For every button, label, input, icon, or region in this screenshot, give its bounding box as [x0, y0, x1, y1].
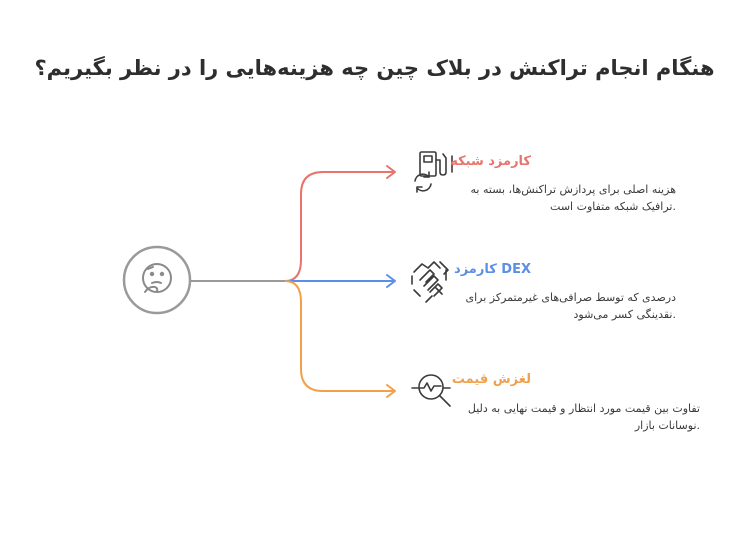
description-line: درصدی که توسط صرافی‌های غیرمتمرکز برای	[465, 291, 676, 304]
branch-description-slippage	[458, 400, 700, 434]
branch-description-dex-fee	[436, 289, 676, 323]
description-line: .نوسانات بازار	[634, 419, 700, 432]
branch-heading-slippage: لغزش قیمت	[451, 372, 531, 387]
description-line: .نقدینگی کسر می‌شود	[573, 308, 676, 321]
branch-description-network-fee	[436, 181, 676, 215]
branch-heading-dex-fee: DEX کارمزد	[454, 262, 531, 277]
page-title: هنگام انجام تراکنش در بلاک چین چه هزینه‌هایی را در نظر بگیریم؟	[34, 56, 715, 80]
thinking-face-icon	[124, 247, 190, 313]
branch-heading-network-fee: کارمزد شبکه	[450, 154, 531, 169]
connector-top	[285, 172, 393, 281]
description-line: هزینه اصلی برای پردازش تراکنش‌ها، بسته به	[470, 183, 676, 196]
description-line: تفاوت بین قیمت مورد انتظار و قیمت نهایی به دلیل	[467, 402, 700, 415]
magnifier-chart-icon	[412, 375, 450, 406]
connector-bottom	[285, 281, 393, 391]
description-line: .ترافیک شبکه متفاوت است	[550, 200, 676, 213]
